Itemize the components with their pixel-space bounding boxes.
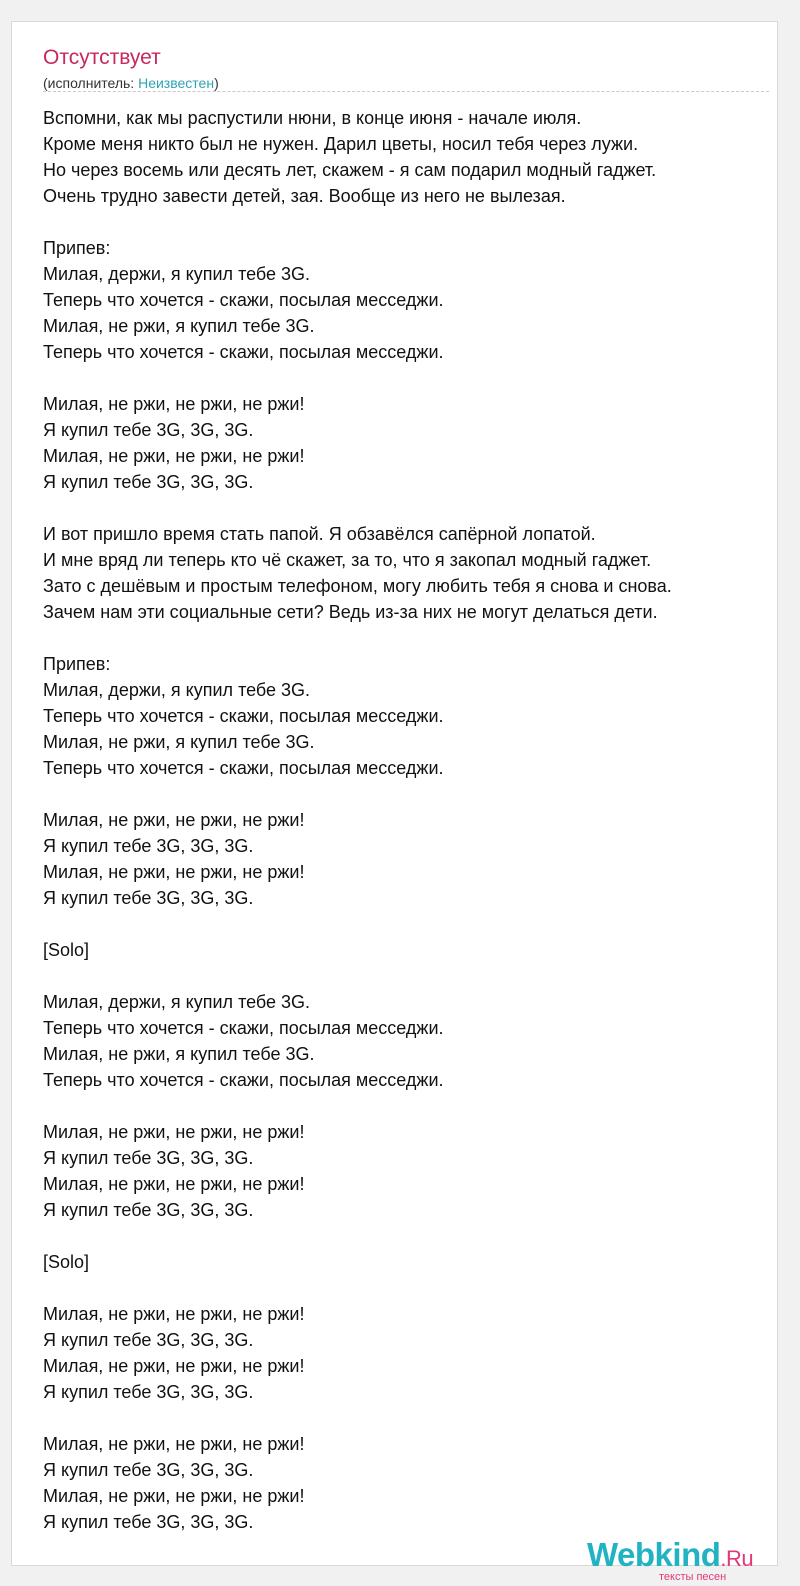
lyric-line: Теперь что хочется - скажи, посылая месседжи. [43,290,444,310]
lyrics-card [11,21,778,1583]
lyric-line: Милая, держи, я купил тебе 3G. [43,680,311,700]
lyric-line [43,1275,769,1301]
song-title: Отсутствует [43,46,161,69]
lyric-line: И вот пришло время стать папой. Я обзавёлся сапёрной лопатой. [43,524,596,544]
lyric-line: Теперь что хочется - скажи, посылая месседжи. [43,342,444,362]
lyric-line: Милая, не ржи, не ржи, не ржи! [43,1486,305,1506]
lyric-line: Милая, не ржи, не ржи, не ржи! [43,1174,305,1194]
lyric-line: Милая, не ржи, не ржи, не ржи! [43,1122,305,1142]
lyric-line [43,365,769,391]
lyric-line: Я купил тебе 3G, 3G, 3G. [43,888,254,908]
lyric-line: [Solo] [43,940,90,960]
logo-tagline: тексты песен [659,1571,727,1583]
lyric-line [43,625,769,651]
lyric-line: Я купил тебе 3G, 3G, 3G. [43,1148,254,1168]
webkind-logo[interactable] [587,1537,777,1585]
logo-name: Webkind [587,1536,721,1573]
lyric-line [43,1223,769,1249]
lyric-line: Я купил тебе 3G, 3G, 3G. [43,420,254,440]
lyric-line: Очень трудно завести детей, зая. Вообще из него не вылезая. [43,186,566,206]
lyric-line: Я купил тебе 3G, 3G, 3G. [43,1200,254,1220]
lyric-line: Милая, не ржи, я купил тебе 3G. [43,316,315,336]
lyric-line: Припев: [43,654,111,674]
lyric-line: Зато с дешёвым и простым телефоном, могу любить тебя я снова и снова. [43,576,672,596]
lyric-line: Я купил тебе 3G, 3G, 3G. [43,836,254,856]
lyric-line: Милая, не ржи, я купил тебе 3G. [43,732,315,752]
lyric-line: Вспомни, как мы распустили нюни, в конце июня - начале июля. [43,108,582,128]
lyric-line: Милая, не ржи, не ржи, не ржи! [43,862,305,882]
lyric-line: Теперь что хочется - скажи, посылая месседжи. [43,706,444,726]
lyric-line: Кроме меня никто был не нужен. Дарил цветы, носил тебя через лужи. [43,134,639,154]
lyric-line: Милая, не ржи, я купил тебе 3G. [43,1044,315,1064]
lyric-line: Теперь что хочется - скажи, посылая месседжи. [43,758,444,778]
lyric-line: Милая, не ржи, не ржи, не ржи! [43,1434,305,1454]
title-divider [43,91,769,92]
lyric-line [43,209,769,235]
lyric-line: Милая, держи, я купил тебе 3G. [43,264,311,284]
artist-suffix: ) [214,75,219,91]
lyric-line [43,495,769,521]
lyric-line [43,963,769,989]
lyric-line [43,911,769,937]
lyric-line: Я купил тебе 3G, 3G, 3G. [43,1382,254,1402]
lyric-line [43,1405,769,1431]
lyric-line: И мне вряд ли теперь кто чё скажет, за то, что я закопал модный гаджет. [43,550,652,570]
lyric-line: Я купил тебе 3G, 3G, 3G. [43,1460,254,1480]
lyrics-text [43,105,769,1535]
lyric-line: Милая, не ржи, не ржи, не ржи! [43,810,305,830]
lyric-line: Я купил тебе 3G, 3G, 3G. [43,1512,254,1532]
lyric-line: [Solo] [43,1252,90,1272]
lyric-line: Зачем нам эти социальные сети? Ведь из-за них не могут делаться дети. [43,602,658,622]
logo-tld: .Ru [720,1546,754,1571]
artist-link[interactable]: Неизвестен [138,75,215,91]
lyric-line: Милая, не ржи, не ржи, не ржи! [43,1304,305,1324]
lyric-line: Милая, не ржи, не ржи, не ржи! [43,446,305,466]
artist-line [43,74,219,92]
lyric-line [43,1093,769,1119]
lyric-line: Припев: [43,238,111,258]
lyric-line: Я купил тебе 3G, 3G, 3G. [43,472,254,492]
artist-prefix: (исполнитель: [43,75,139,91]
lyric-line: Милая, держи, я купил тебе 3G. [43,992,311,1012]
lyric-line: Теперь что хочется - скажи, посылая месседжи. [43,1070,444,1090]
lyric-line: Милая, не ржи, не ржи, не ржи! [43,394,305,414]
lyric-line: Теперь что хочется - скажи, посылая месседжи. [43,1018,444,1038]
lyric-line: Я купил тебе 3G, 3G, 3G. [43,1330,254,1350]
lyric-line [43,781,769,807]
lyric-line: Милая, не ржи, не ржи, не ржи! [43,1356,305,1376]
lyric-line: Но через восемь или десять лет, скажем - я сам подарил модный гаджет. [43,160,657,180]
